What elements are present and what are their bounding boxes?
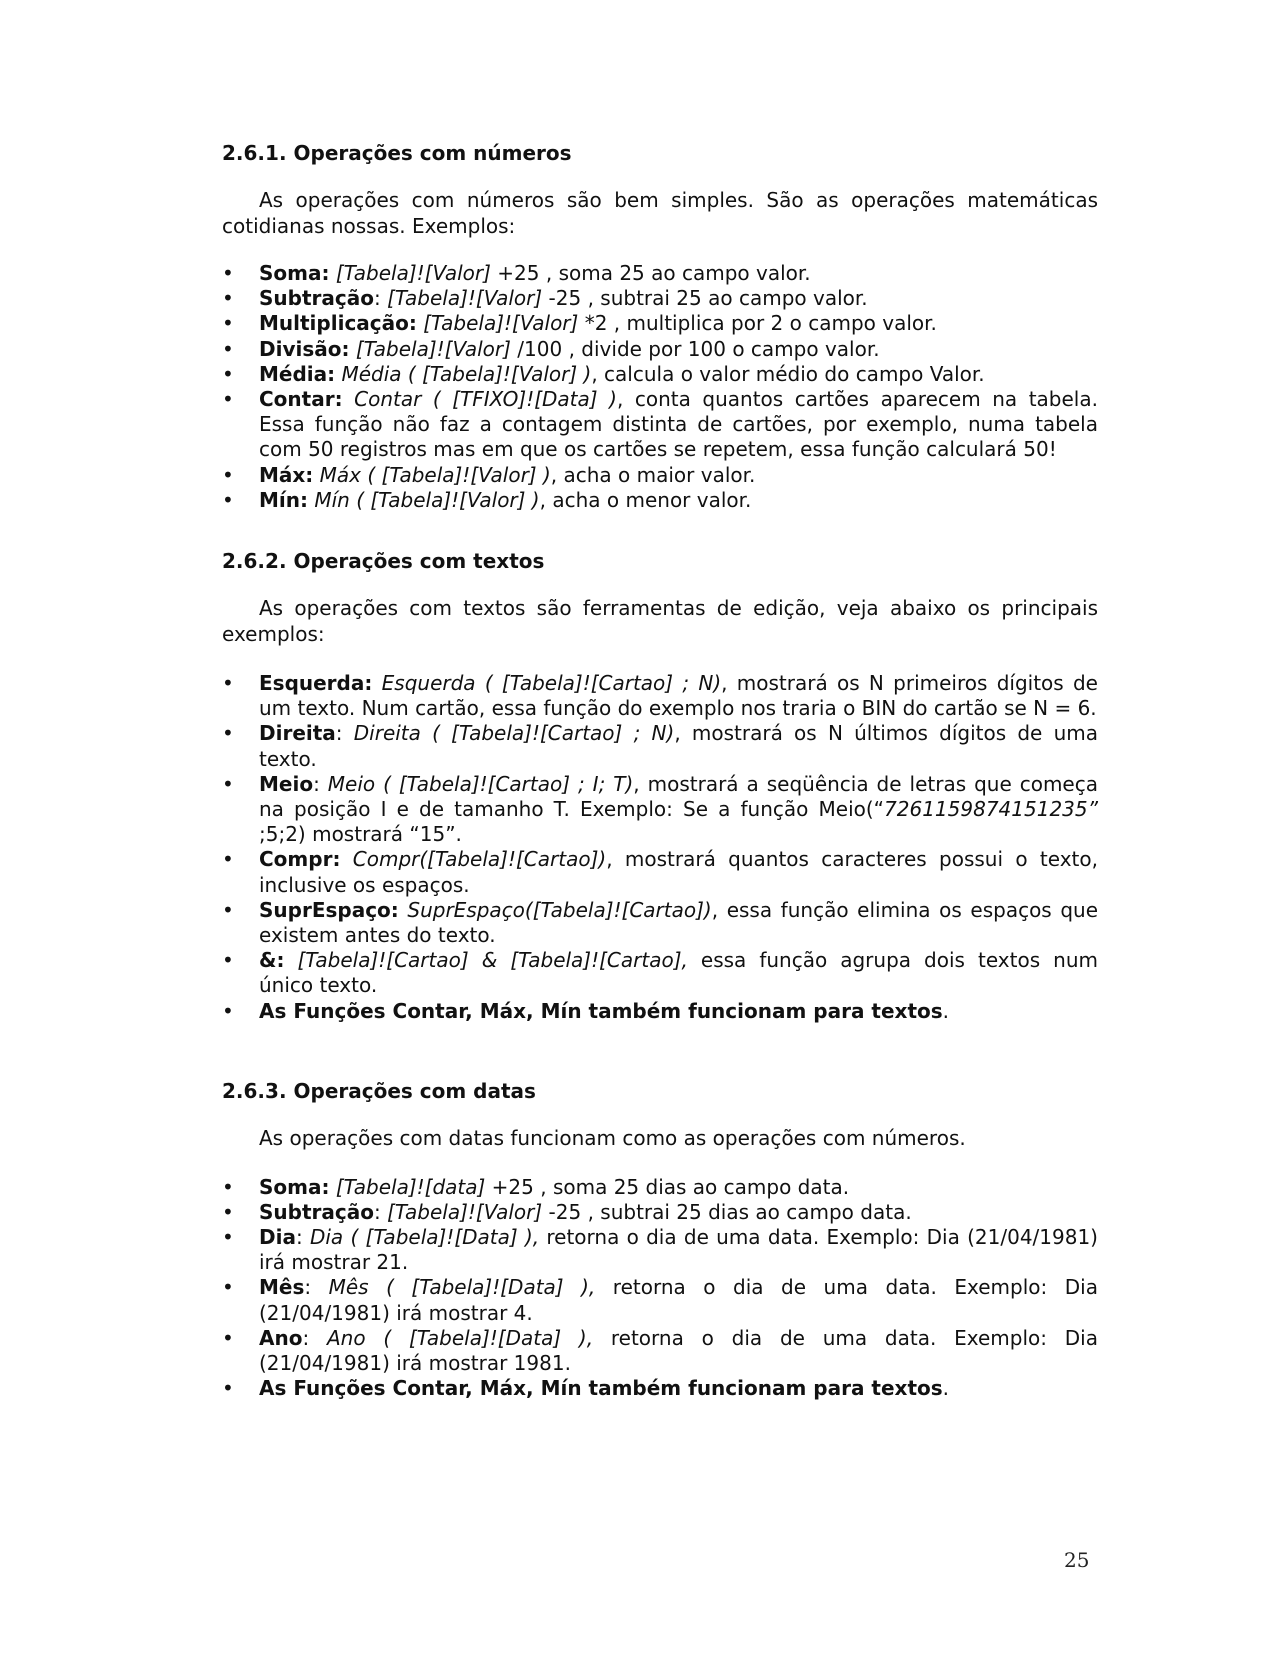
item-formula: Contar ( [TFIXO]![Data] ) xyxy=(342,387,617,412)
section-intro: As operações com datas funcionam como as operações com números. xyxy=(259,1126,966,1150)
item-formula: [Tabela]![Valor] xyxy=(416,311,579,336)
bullet-icon: • xyxy=(222,721,234,746)
list-item xyxy=(222,286,1098,311)
section-heading: 2.6.3. Operações com datas xyxy=(222,1079,536,1103)
item-formula: Mín ( [Tabela]![Valor] ) xyxy=(308,487,540,512)
item-formula: [Tabela]![data] xyxy=(329,1174,486,1199)
list-item xyxy=(222,311,1098,336)
bullet-icon: • xyxy=(222,897,234,922)
list-item xyxy=(222,1175,1098,1200)
item-formula: [Tabela]![Valor] xyxy=(387,286,543,311)
item-text: , calcula o valor médio do campo Valor. xyxy=(591,361,985,386)
item-label: Soma: xyxy=(259,261,330,285)
item-formula: Média ( [Tabela]![Valor] ) xyxy=(335,361,592,386)
item-text: retorna o dia de uma data. Exemplo: Dia (21/04/1981) irá mostrar 21. xyxy=(259,1224,1098,1275)
list-item xyxy=(222,261,1098,286)
item-label: Meio xyxy=(259,771,314,796)
bullet-icon: • xyxy=(222,771,234,796)
item-formula: Máx ( [Tabela]![Valor] ) xyxy=(313,462,551,487)
item-text: /100 , divide por 100 o campo valor. xyxy=(510,336,880,361)
item-formula: [Tabela]![Valor] xyxy=(329,261,491,285)
item-label: Esquerda: xyxy=(259,671,373,695)
item-formula: [Tabela]![Valor] xyxy=(349,336,511,361)
item-label: As Funções Contar, Máx, Mín também funcionam para textos xyxy=(259,998,943,1023)
list-item xyxy=(222,1326,1098,1376)
bullet-icon: • xyxy=(222,361,234,386)
item-text: , acha o maior valor. xyxy=(550,462,756,487)
bullet-icon: • xyxy=(222,311,234,336)
item-text: -25 , subtrai 25 ao campo valor. xyxy=(542,286,868,311)
bullet-icon: • xyxy=(222,487,234,512)
item-separator: : xyxy=(373,286,388,311)
section-numeros xyxy=(222,140,1098,513)
bullet-icon: • xyxy=(222,1376,234,1401)
item-label: Compr: xyxy=(259,847,341,872)
item-label: As Funções Contar, Máx, Mín também funcionam para textos xyxy=(259,1376,943,1401)
item-text: . xyxy=(942,1376,950,1401)
bullet-icon: • xyxy=(222,1325,234,1350)
item-formula: Compr([Tabela]![Cartao]) xyxy=(340,847,607,872)
item-formula: [Tabela]![Cartao] & [Tabela]![Cartao], xyxy=(284,948,688,973)
list-item xyxy=(222,999,1098,1024)
item-formula: SuprEspaço([Tabela]![Cartao]) xyxy=(398,897,712,922)
list-item xyxy=(222,898,1098,948)
item-text: , acha o menor valor. xyxy=(539,487,752,512)
item-text: +25 , soma 25 dias ao campo data. xyxy=(485,1174,850,1199)
item-text: *2 , multiplica por 2 o campo valor. xyxy=(578,311,937,336)
list-item xyxy=(222,387,1098,463)
item-formula: [Tabela]![Valor] xyxy=(387,1199,543,1224)
item-label: Direita xyxy=(259,721,336,746)
bullet-icon: • xyxy=(222,998,234,1023)
bullet-icon: • xyxy=(222,1224,234,1249)
list-item xyxy=(222,847,1098,897)
list-item xyxy=(222,362,1098,387)
list-item xyxy=(222,721,1098,771)
list-item xyxy=(222,671,1098,721)
item-label: Divisão: xyxy=(259,336,350,361)
list-item xyxy=(222,1225,1098,1275)
page-number: 25 xyxy=(1064,1548,1090,1572)
item-text: -25 , subtrai 25 dias ao campo data. xyxy=(542,1199,912,1224)
bullet-icon: • xyxy=(222,1199,234,1224)
item-label: Subtração xyxy=(259,286,374,311)
bullet-icon: • xyxy=(222,462,234,487)
list-item xyxy=(222,948,1098,998)
list-item xyxy=(222,463,1098,488)
bullet-icon: • xyxy=(222,671,234,695)
item-formula: Dia ( [Tabela]![Data] ), xyxy=(309,1224,540,1249)
item-label: Dia xyxy=(259,1224,296,1249)
item-label: Subtração xyxy=(259,1199,374,1224)
item-formula: Mês ( [Tabela]![Data] ), xyxy=(328,1275,596,1300)
section-datas xyxy=(222,1078,1098,1401)
list-item xyxy=(222,772,1098,848)
item-text: ;5;2) mostrará “15”. xyxy=(259,822,462,847)
item-formula: 7261159874151235” xyxy=(884,797,1098,822)
item-text: , conta quantos cartões aparecem na tabela. Essa função não faz a contagem distinta de cartões, por exemplo, numa tabela com 50 registros mas em que os cartões se repetem, essa função calculará 50! xyxy=(259,387,1098,462)
item-label: Média: xyxy=(259,361,336,386)
item-label: Mês xyxy=(259,1275,305,1300)
item-text: . xyxy=(942,998,950,1023)
item-separator: : xyxy=(304,1275,329,1300)
bullet-icon: • xyxy=(222,387,234,412)
bullet-list xyxy=(222,671,1098,1024)
list-item xyxy=(222,488,1098,513)
bullet-icon: • xyxy=(222,261,234,285)
bullet-icon: • xyxy=(222,948,234,973)
item-text: , mostrará os N primeiros dígitos de um texto. Num cartão, essa função do exemplo nos traria o BIN do cartão se N = 6. xyxy=(259,671,1098,721)
item-separator: : xyxy=(335,721,354,746)
item-separator: : xyxy=(295,1224,310,1249)
item-text: retorna o dia de uma data. Exemplo: Dia (21/04/1981) irá mostrar 1981. xyxy=(259,1325,1098,1375)
item-label: Máx: xyxy=(259,462,314,487)
list-item xyxy=(222,1275,1098,1325)
item-formula: Ano ( [Tabela]![Data] ), xyxy=(327,1325,594,1350)
item-separator: : xyxy=(313,771,328,796)
item-label: SuprEspaço: xyxy=(259,897,399,922)
item-label: Soma: xyxy=(259,1174,330,1199)
item-label: Multiplicação: xyxy=(259,311,417,336)
section-heading: 2.6.1. Operações com números xyxy=(222,141,572,165)
section-textos xyxy=(222,548,1098,1024)
item-text: , mostrará quantos caracteres possui o texto, inclusive os espaços. xyxy=(259,847,1098,897)
bullet-icon: • xyxy=(222,286,234,311)
item-separator: : xyxy=(373,1199,388,1224)
section-intro: As operações com textos são ferramentas de edição, veja abaixo os principais exemplos: xyxy=(222,596,1098,646)
item-text: , mostrará a seqüência de letras que começa na posição I e de tamanho T. Exemplo: Se a função Meio(“ xyxy=(259,771,1098,822)
bullet-icon: • xyxy=(222,847,234,872)
item-label: Ano xyxy=(259,1325,303,1350)
section-heading: 2.6.2. Operações com textos xyxy=(222,549,545,573)
item-formula: Direita ( [Tabela]![Cartao] ; N) xyxy=(353,721,675,746)
item-formula: Meio ( [Tabela]![Cartao] ; I; T) xyxy=(327,771,634,796)
item-text: retorna o dia de uma data. Exemplo: Dia (21/04/1981) irá mostrar 4. xyxy=(259,1275,1098,1325)
list-item xyxy=(222,337,1098,362)
item-text: , essa função elimina os espaços que existem antes do texto. xyxy=(259,897,1098,948)
item-label: &: xyxy=(259,948,285,973)
bullet-list xyxy=(222,1175,1098,1402)
list-item xyxy=(222,1200,1098,1225)
item-formula: Esquerda ( [Tabela]![Cartao] ; N) xyxy=(372,671,722,695)
item-separator: : xyxy=(302,1325,327,1350)
item-text: , mostrará os N últimos dígitos de uma texto. xyxy=(259,721,1098,771)
bullet-list xyxy=(222,261,1098,513)
bullet-icon: • xyxy=(222,336,234,361)
bullet-icon: • xyxy=(222,1174,234,1199)
item-text: +25 , soma 25 ao campo valor. xyxy=(490,261,811,285)
section-intro: As operações com números são bem simples. São as operações matemáticas cotidianas nossas. Exemplos: xyxy=(222,188,1098,238)
item-text: essa função agrupa dois textos num único texto. xyxy=(259,948,1098,998)
list-item xyxy=(222,1376,1098,1401)
bullet-icon: • xyxy=(222,1275,234,1300)
item-label: Mín: xyxy=(259,487,308,512)
item-label: Contar: xyxy=(259,387,343,412)
